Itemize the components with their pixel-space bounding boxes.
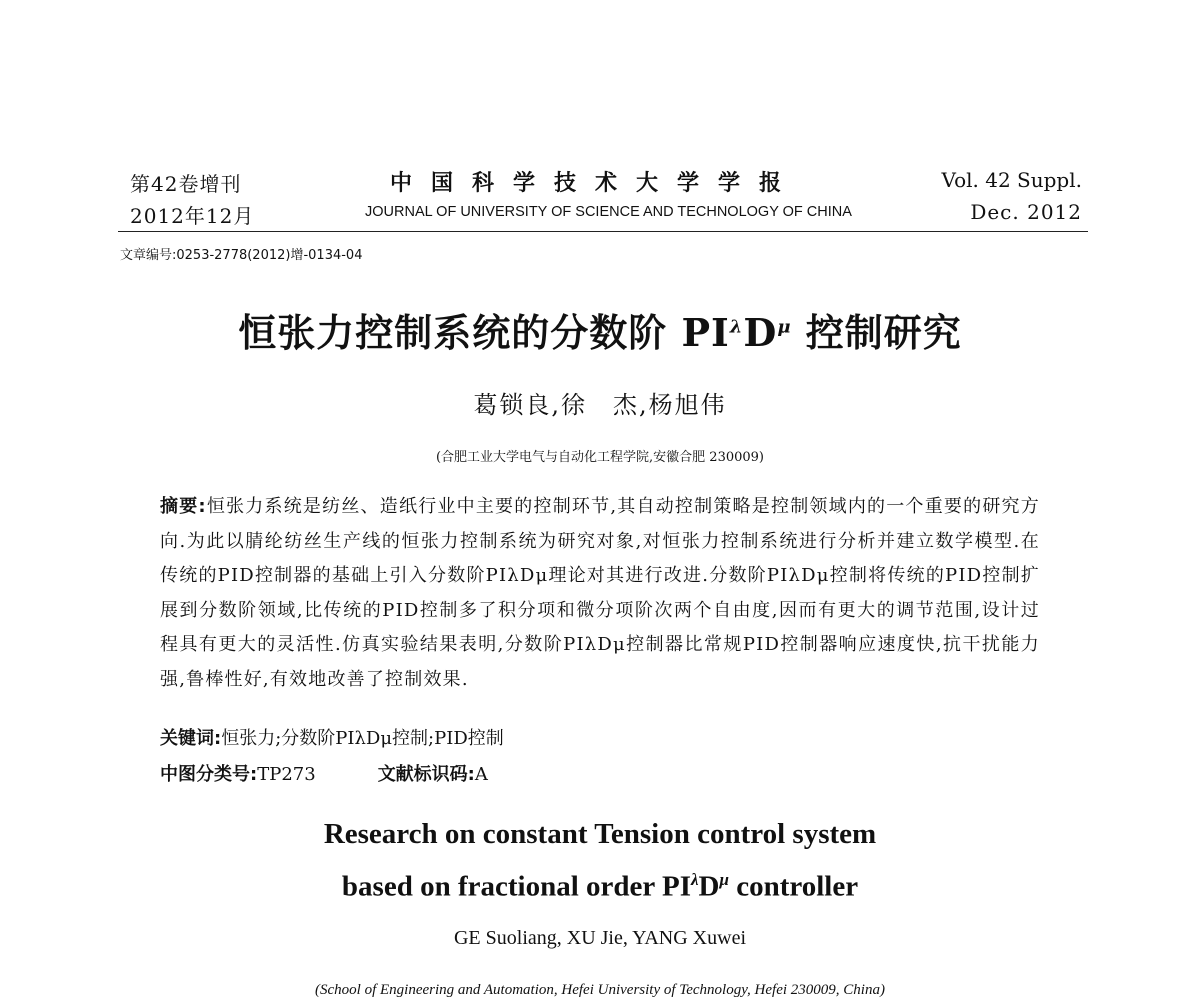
title-en-line2 [0, 857, 1200, 910]
title-cn-pi: PI [681, 310, 730, 355]
volume-cn: 第42卷增刊 [130, 172, 242, 196]
keywords-text: 恒张力;分数阶PIλDμ控制;PID控制 [221, 728, 504, 749]
title-cn-prefix: 恒张力控制系统的分数阶 [238, 311, 682, 355]
volume-en: Vol. 42 Suppl. [941, 168, 1082, 192]
date-cn: 2012年12月 [130, 204, 255, 228]
paper-title-cn [0, 302, 1200, 357]
article-number: 文章编号:0253-2778(2012)增-0134-04 [120, 248, 363, 263]
title-en-lambda: λ [690, 870, 699, 889]
abstract [160, 490, 1040, 697]
title-cn-d: D [743, 310, 778, 355]
title-en-mu: μ [719, 870, 729, 889]
title-cn-mu: μ [777, 316, 792, 338]
doc-code-label: 文献标识码: [377, 764, 475, 785]
title-en-d: D [698, 870, 720, 903]
paper-title-en [0, 812, 1200, 910]
classification [160, 760, 488, 786]
journal-title-en: JOURNAL OF UNIVERSITY OF SCIENCE AND TECHNOLOGY OF CHINA [365, 204, 852, 220]
affiliation-cn: (合肥工业大学电气与自动化工程学院,安徽合肥 230009) [435, 450, 765, 465]
doc-code-value: A [474, 764, 488, 785]
title-en-line2-prefix: based on fractional order PI [341, 870, 691, 903]
date-en: Dec. 2012 [970, 200, 1082, 224]
keywords-label: 关键词: [160, 728, 222, 749]
affiliation-en: (School of Engineering and Automation, Hefei University of Technology, Hefei 230009, China) [315, 982, 885, 998]
title-en-line2-suffix: controller [728, 870, 859, 903]
clc-label: 中图分类号: [160, 764, 258, 785]
abstract-label: 摘要: [160, 496, 207, 517]
authors-en: GE Suoliang, XU Jie, YANG Xuwei [453, 927, 746, 949]
header-rule [118, 231, 1088, 232]
title-en-line1: Research on constant Tension control system [323, 818, 877, 850]
title-cn-lambda: λ [729, 316, 744, 338]
clc-value: TP273 [257, 764, 316, 785]
abstract-text: 恒张力系统是纺丝、造纸行业中主要的控制环节,其自动控制策略是控制领域内的一个重要的研究方向.为此以腈纶纺丝生产线的恒张力控制系统为研究对象,对恒张力控制系统进行分析并建立数学模型.在传统的PID控制器的基础上引入分数阶PIλDμ理论对其进行改进.分数阶PIλDμ控制将传统的PID控制扩展到分数阶领域,比传统的PID控制多了积分项和微分项阶次两个自由度,因而有更大的调节范围,设计过程具有更大的灵活性.仿真实验结果表明,分数阶PIλDμ控制器比常规PID控制器响应速度快,抗干扰能力强,鲁棒性好,有效地改善了控制效果. [160, 496, 1040, 690]
journal-title-cn: 中国科学技术大学学报 [390, 170, 801, 196]
authors-cn: 葛锁良,徐 杰,杨旭伟 [473, 391, 727, 419]
keywords [160, 724, 504, 750]
title-cn-suffix: 控制研究 [791, 311, 962, 355]
